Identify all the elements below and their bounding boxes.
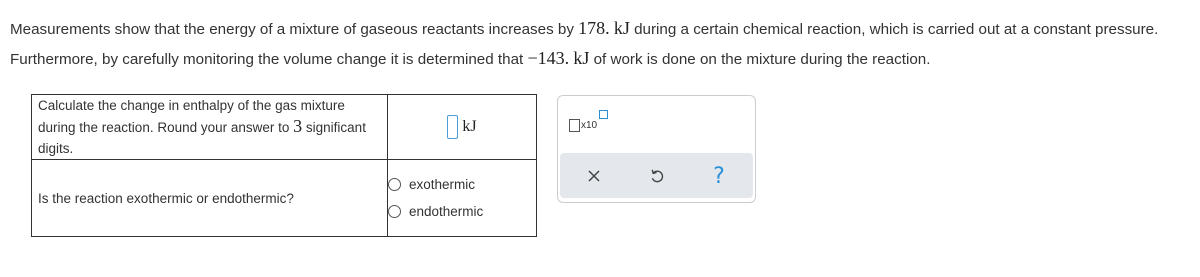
undo-button[interactable] <box>643 162 671 190</box>
help-button[interactable] <box>705 162 733 190</box>
x10-label: x10 <box>581 120 598 131</box>
option-exothermic-label: exothermic <box>409 177 476 192</box>
x10-exponent-box <box>599 110 608 119</box>
undo-icon <box>649 168 665 184</box>
answer-cell-exo-endo <box>388 160 537 237</box>
work-value: −143. <box>527 48 570 68</box>
question-table <box>31 94 537 237</box>
problem-statement <box>10 14 1198 74</box>
energy-unit: kJ <box>613 18 630 38</box>
answer-cell-enthalpy <box>388 95 537 160</box>
clear-button[interactable] <box>580 162 608 190</box>
math-tool-panel <box>557 95 756 203</box>
energy-value: 178. <box>578 18 610 38</box>
radio-endothermic[interactable] <box>388 205 401 218</box>
prompt-text-2: during a certain chemical reaction, which is carried out at a constant pressure. Furthermore, by carefully monitoring the volume change it is determined that <box>10 21 1159 68</box>
close-icon <box>587 169 601 183</box>
tool-button-bar <box>560 153 753 198</box>
question-exo-endo <box>32 160 388 237</box>
option-endothermic[interactable] <box>388 198 536 225</box>
option-endothermic-label: endothermic <box>409 204 484 219</box>
enthalpy-answer-input[interactable] <box>447 115 458 139</box>
x10-base-box <box>569 119 580 132</box>
question-enthalpy <box>32 95 388 160</box>
question-row-exo-endo <box>32 160 537 237</box>
prompt-text-1: Measurements show that the energy of a mixture of gaseous reactants increases by <box>10 21 579 38</box>
work-unit: kJ <box>573 48 590 68</box>
question-row-enthalpy <box>32 95 537 160</box>
radio-exothermic[interactable] <box>388 178 401 191</box>
prompt-text-3: of work is done on the mixture during the reaction. <box>589 51 931 68</box>
q2-text: Is the reaction exothermic or endothermic? <box>38 190 294 206</box>
option-exothermic[interactable] <box>388 171 536 198</box>
q1-text-before: Calculate the change in enthalpy of the gas mixture during the reaction. Round your answer to <box>38 98 345 135</box>
q1-text-after: significant digits. <box>38 120 366 156</box>
scientific-notation-button[interactable] <box>569 108 607 136</box>
answer-group <box>388 115 536 139</box>
help-icon: ? <box>713 163 725 189</box>
sig-figs-number: 3 <box>293 116 303 136</box>
answer-unit: kJ <box>462 118 477 135</box>
